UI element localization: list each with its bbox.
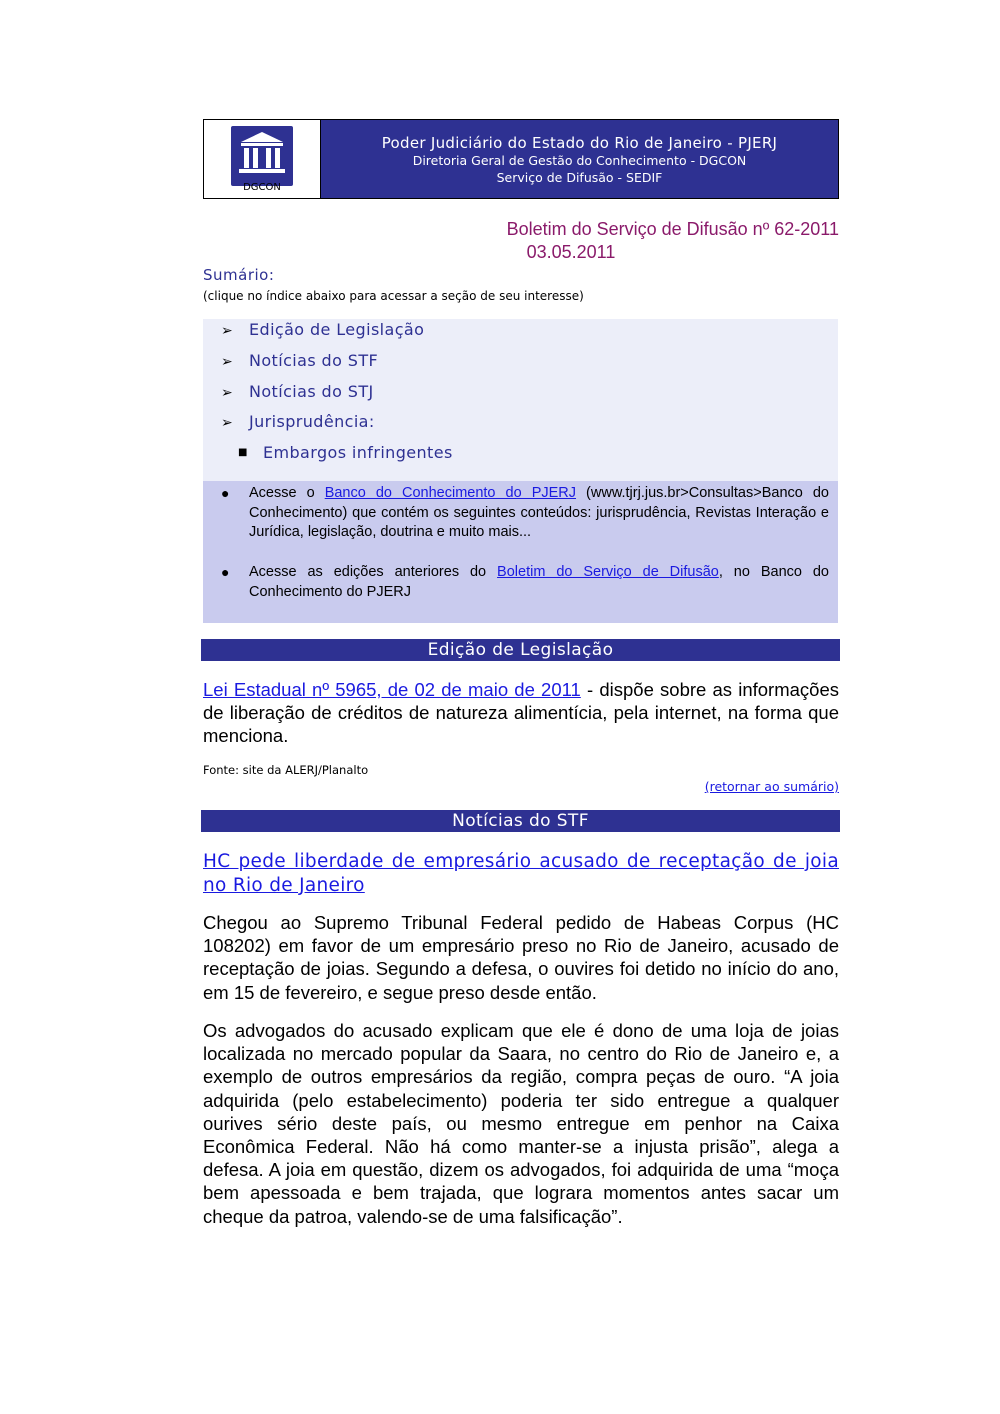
summary-index	[203, 319, 838, 481]
toc-item-legislacao[interactable]: ➢ Edição de Legislação	[221, 320, 425, 339]
arrow-bullet-icon: ➢	[221, 323, 234, 339]
banner-subtitle-1: Diretoria Geral de Gestão do Conhecimento - DGCON	[412, 153, 747, 168]
banner-subtitle-2: Serviço de Difusão - SEDIF	[496, 170, 663, 185]
toc-subitem-embargos[interactable]: ■ Embargos infringentes	[238, 443, 453, 462]
boletim-date: 03.05.2011	[526, 242, 616, 262]
section-header-stf: Notícias do STF	[201, 810, 840, 832]
fonte-text: Fonte: site da ALERJ/Planalto	[203, 763, 369, 777]
sumario-label: Sumário:	[203, 266, 275, 284]
toc-item-jurisprudencia[interactable]: ➢ Jurisprudência:	[221, 412, 375, 431]
square-bullet-icon: ■	[238, 447, 248, 458]
dot-bullet-icon: ●	[221, 485, 230, 501]
arrow-bullet-icon: ➢	[221, 415, 234, 431]
info-paragraph-1: Acesse o Banco do Conhecimento do PJERJ (www.tjrj.jus.br>Consultas>Banco do Conhecimento) que contém os seguintes conteúdos: jurisprudência, Revistas Interação e Jurídica, legislação, doutrina e muito mais...	[249, 485, 829, 540]
dot-bullet-icon: ●	[221, 564, 230, 580]
info-paragraph-2: Acesse as edições anteriores do Boletim do Serviço de Difusão, no Banco do Conhecimento do PJERJ	[249, 564, 829, 600]
arrow-bullet-icon: ➢	[221, 354, 234, 370]
courthouse-icon	[231, 126, 293, 186]
arrow-bullet-icon: ➢	[221, 385, 234, 401]
boletim-link[interactable]: Boletim do Serviço de Difusão	[497, 564, 719, 580]
banner-title: Poder Judiciário do Estado do Rio de Janeiro - PJERJ	[381, 134, 778, 152]
retornar-sumario-link[interactable]: (retornar ao sumário)	[704, 779, 839, 794]
toc-item-stf[interactable]: ➢ Notícias do STF	[221, 351, 379, 370]
info-box	[203, 481, 838, 623]
lei-estadual-link[interactable]: Lei Estadual nº 5965, de 02 de maio de 2011	[203, 679, 581, 700]
header-banner	[203, 119, 839, 199]
section-header-legislacao: Edição de Legislação	[201, 639, 840, 661]
sumario-hint: (clique no índice abaixo para acessar a seção de seu interesse)	[203, 289, 584, 303]
dgcon-logo	[204, 120, 321, 198]
toc-item-stj[interactable]: ➢ Notícias do STJ	[221, 382, 374, 401]
boletim-title: Boletim do Serviço de Difusão nº 62-2011	[506, 219, 839, 239]
stf-news-title-link[interactable]: HC pede liberdade de empresário acusado de receptação de joia no Rio de Janeiro	[203, 851, 839, 896]
logo-caption: DGCON	[243, 182, 281, 193]
stf-paragraph-1: Chegou ao Supremo Tribunal Federal pedido de Habeas Corpus (HC 108202) em favor de um empresário preso no Rio de Janeiro, acusado de receptação de joias. Segundo a defesa, o ouvires foi detido no início do ano, em 15 de fevereiro, e segue preso desde então.	[203, 912, 839, 1003]
banner-text	[321, 120, 838, 198]
legislacao-entry: Lei Estadual nº 5965, de 02 de maio de 2011 - dispõe sobre as informações de liberação de créditos de natureza alimentícia, pela internet, na forma que menciona.	[203, 679, 839, 747]
stf-paragraph-2: Os advogados do acusado explicam que ele é dono de uma loja de joias localizada no mercado popular da Saara, no centro do Rio de Janeiro e, a exemplo de outros empresários da região, compra peças de ouro. “A joia adquirida (pelo estabelecimento) poderia ter sido entregue a qualquer ourives sério deste país, ou mesmo entregue em penhor na Caixa Econômica Federal. Não há como manter-se a injusta prisão”, alega a defesa. A joia em questão, dizem os advogados, foi adquirida de uma “moça bem apessoada e bem trajada, que lograra momentos antes sacar um cheque da patroa, valendo-se de uma falsificação”.	[203, 1020, 839, 1227]
banco-conhecimento-link[interactable]: Banco do Conhecimento do PJERJ	[324, 485, 577, 501]
